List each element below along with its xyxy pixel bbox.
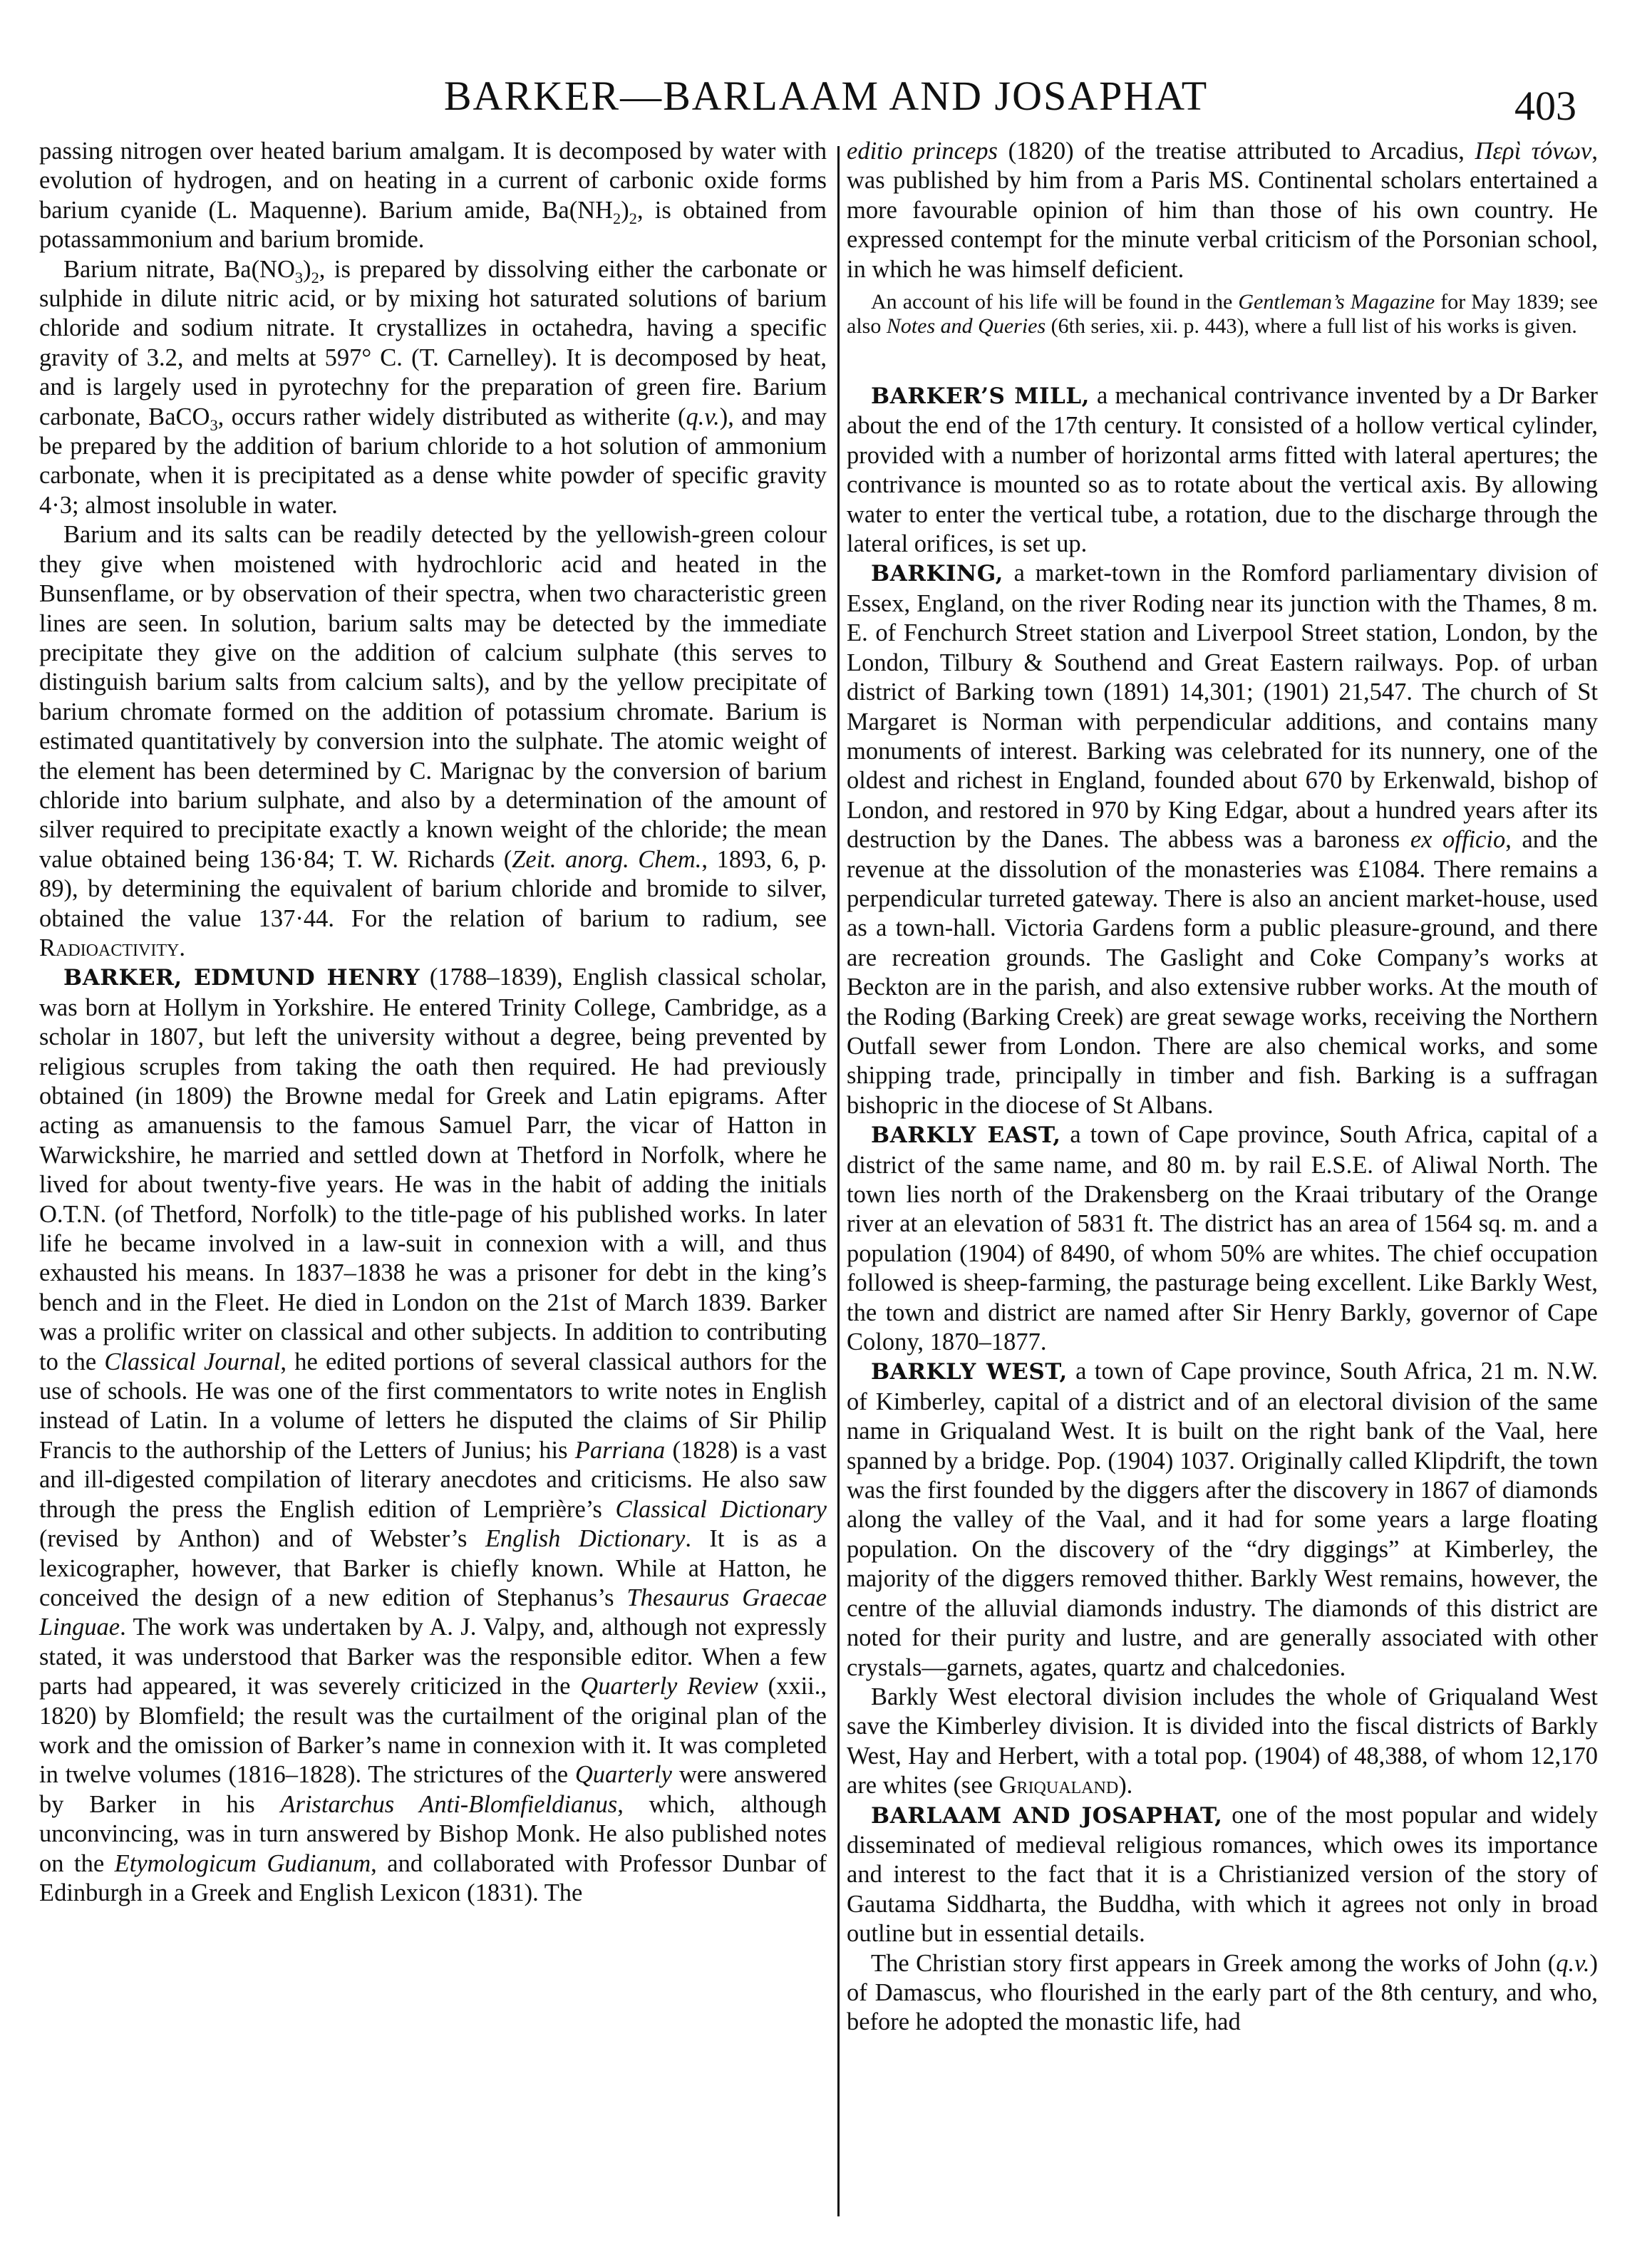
entry-barlaam-and-josaphat (847, 1801, 1598, 1949)
text-run: (6th series, xii. p. 443), where a full list of his works is given. (1046, 314, 1577, 339)
paragraph-barkly-west-division (847, 1683, 1598, 1801)
text-run: , occurs rather widely distributed as witherite ( (217, 403, 686, 430)
italic-text: Quarterly (574, 1761, 672, 1789)
column-divider (837, 146, 840, 2216)
page-number: 403 (1514, 83, 1576, 129)
text-run: . (179, 934, 185, 961)
text-run: for May 1839; see also (847, 290, 1598, 339)
text-run: were answered by Barker in his (39, 1761, 827, 1818)
text-run: (1788–1839), English classical scholar, was born at Hollym in Yorkshire. He entered Trinity College, Cambridge, as a scholar in 1807, but left the university without a degree, being prevented by religious scruples from taking the oath then required. He had previously obtained (in 1809) the Browne medal for Greek and Latin epigrams. After acting as amanuensis to the famous Samuel Parr, the vicar of Hatton in Warwickshire, he married and settled down at Thetford in Norfolk, where he lived for about twenty-five years. He was in the habit of adding the initials O.T.N. (of Thetford, Norfolk) to the title-page of his published works. In later life he became involved in a law-suit in connexion with a will, and thus exhausted his means. In 1837–1838 he was a prisoner for debt in the king’s bench and in the Fleet. He died in London on the 21st of March 1839. Barker was a prolific writer on classical and other subjects. In addition to contributing to the (39, 964, 827, 1375)
entry-barking (847, 559, 1598, 1120)
text-run: ), and may be prepared by the addition of barium chloride to a hot solution of ammonium carbonate, when it is precipitated as a dense white powder of specific gravity 4·3; almost insoluble in water. (39, 403, 827, 519)
paragraph-christian-story (847, 1949, 1598, 2038)
paragraph-barium-amide (39, 137, 827, 255)
text-run: , which, although unconvincing, was in turn answered by Bishop Monk. He also published notes on the (39, 1790, 827, 1877)
text-run: The Christian story first appears in Greek among the works of John ( (871, 1949, 1557, 1977)
entry-headword: BARKER, EDMUND HENRY (63, 965, 420, 991)
text-run: , and collaborated with Professor Dunbar of Edinburgh in a Greek and English Lexicon (1831). The (39, 1849, 827, 1906)
bibliography-note (847, 290, 1598, 339)
italic-text: Quarterly Review (580, 1673, 758, 1700)
text-run: ) (303, 255, 311, 283)
entry-barkly-west (847, 1357, 1598, 1682)
paragraph-barker-continued (847, 137, 1598, 284)
text-run: a mechanical contrivance invented by a Dr Barker about the end of the 17th century. It consisted of a hollow vertical cylinder, provided with a number of horizontal arms fitted with lateral apertures; the contrivance is mounted so as to rotate about the vertical axis. By allowing water to enter the vertical tube, a rotation, due to the discharge through the lateral orifices, is set up. (847, 382, 1599, 558)
entry-headword: BARKLY WEST, (871, 1359, 1068, 1385)
italic-text: English Dictionary (485, 1525, 686, 1553)
text-run: , he edited portions of several classical authors for the use of schools. He was one of the first commentators to write notes in English instead of Latin. In a volume of letters he disputed the claims of Sir Philip Francis to the authorship of the Letters of Junius; his (39, 1348, 827, 1464)
text-run: , and the revenue at the dissolution of the monasteries was £1084. There remains a perpendicular turreted gateway. There is also an ancient market-house, used as a town-hall. Victoria Gardens form a public pleasure-ground, and there are recreation grounds. The Gaslight and Coke Company’s works at Beckton are in the parish, and also extensive rubber works. At the mouth of the Roding (Barking Creek) are great sewage works, receiving the Northern Outfall sewer from London. There are also chemical works, and some shipping trade, principally in timber and fish. Barking is a suffragan bishopric in the diocese of St Albans. (847, 826, 1598, 1119)
italic-text: Gentleman’s Magazine (1238, 290, 1435, 314)
text-run: passing nitrogen over heated barium amalgam. It is decomposed by water with evolution of hydrogen, and on heating in a current of carbonic oxide forms barium cyanide (L. Maquenne). Barium amide, Ba(NH (39, 138, 827, 224)
italic-text: q.v. (686, 403, 720, 430)
text-run: An account of his life will be found in the (871, 290, 1239, 314)
text-run: ). (1118, 1772, 1133, 1799)
italic-text: Classical Journal (104, 1348, 281, 1375)
italic-text: Aristarchus Anti-Blomfieldianus (280, 1790, 618, 1818)
page-header (0, 71, 1652, 128)
italic-text: Zeit. anorg. Chem. (512, 845, 702, 873)
text-run: a town of Cape province, South Africa, 21 m. N.W. of Kimberley, capital of a district and of an electoral division of the same name in Griqualand West. It is built on the right bank of the Vaal, here spanned by a bridge. Pop. (1904) 1037. Originally called Klipdrift, the town was the first founded by the diggers after the discovery in 1867 of diamonds along the valley of the Vaal, and it had for some years a large floating population. On the discovery of the “dry diggings” at Kimberley, the majority of the diggers removed thither. Barkly West remains, however, the centre of the alluvial diamonds industry. The diamonds of this district are noted for their purity and lustre, and are generally associated with other crystals—garnets, agates, quartz and chalcedonies. (847, 1358, 1598, 1681)
left-column (39, 137, 827, 1908)
text-run: ) (621, 196, 629, 224)
text-run: (revised by Anthon) and of Webster’s (39, 1525, 485, 1553)
subscript: 2 (311, 268, 319, 286)
subscript: 2 (629, 209, 637, 227)
text-run: a market-town in the Romford parliamentary division of Essex, England, on the river Roding near its junction with the Thames, 8 m. E. of Fenchurch Street station and Liverpool Street station, London, by the London, Tilbury & Southend and Great Eastern railways. Pop. of urban district of Barking town (1891) 14,301; (1901) 21,547. The church of St Margaret is Norman with perpendicular additions, and contains many monuments of interest. Barking was celebrated for its nunnery, one of the oldest and richest in England, founded about 670 by Erkenwald, bishop of London, and restored in 970 by King Edgar, about a hundred years after its destruction by the Danes. The abbess was a baroness (847, 559, 1598, 854)
cross-reference-link[interactable]: Radioactivity (39, 934, 180, 961)
text-run: Barkly West electoral division includes the whole of Griqualand West save the Kimberley division. It is divided into the fiscal districts of Barkly West, Hay and Herbert, with a total pop. (1904) of 48,388, of whom 12,170 are whites (see (847, 1683, 1598, 1799)
right-column (847, 137, 1598, 2038)
italic-text: Classical Dictionary (615, 1495, 827, 1523)
italic-text: Thesaurus Graecae Linguae (39, 1584, 827, 1641)
entry-headword: BARKING, (871, 561, 1003, 587)
text-run: , is prepared by dissolving either the carbonate or sulphide in dilute nitric acid, or by mixing hot saturated solutions of barium chloride and sodium nitrate. It crystallizes in octahedra, having a specific gravity of 3.2, and melts at 597° C. (T. Carnelley). It is decomposed by heat, and is largely used in pyrotechny for the preparation of green fire. Barium carbonate, BaCO (39, 255, 827, 430)
text-run: (1828) is a vast and ill-digested compilation of literary anecdotes and criticisms. He also saw through the press the English edition of Lemprière’s (39, 1436, 827, 1523)
text-run: ) of Damascus, who flourished in the early part of the 8th century, and who, before he adopted the monastic life, had (847, 1949, 1598, 2036)
paragraph-barium-detection (39, 520, 827, 963)
italic-text: Notes and Queries (886, 314, 1046, 339)
italic-text: Etymologicum Gudianum (114, 1849, 371, 1877)
italic-text: ex officio (1410, 826, 1506, 854)
entry-headword: BARKER’S MILL, (871, 383, 1090, 410)
text-run: (xxii., 1820) by Blomfield; the result was the curtailment of the original plan of the work and the omission of Barker’s name in connexion with it. It was completed in twelve volumes (1816–1828). The strictures of the (39, 1673, 827, 1789)
greek-italic-text: Περὶ τόνων (1475, 138, 1592, 165)
text-run: , was published by him from a Paris MS. Continental scholars entertained a more favourable opinion of him than those of his own country. He expressed contempt for the minute verbal criticism of the Porsonian school, in which he was himself deficient. (847, 138, 1598, 283)
text-run: (1820) of the treatise attributed to Arcadius, (997, 138, 1475, 165)
text-run: a town of Cape province, South Africa, capital of a district of the same name, and 80 m. by rail E.S.E. of Aliwal North. The town lies north of the Drakensberg on the Kraai tributary of the Orange river at an elevation of 5831 ft. The district has an area of 1564 sq. m. and a population (1904) of 8490, of whom 50% are whites. The chief occupation followed is sheep-farming, the pasturage being excellent. Like Barkly West, the town and district are named after Sir Henry Barkly, governor of Cape Colony, 1870–1877. (847, 1121, 1598, 1356)
entry-barkly-east (847, 1120, 1598, 1357)
subscript: 3 (210, 415, 218, 434)
subscript: 3 (294, 268, 304, 286)
entry-barker-edmund-henry (39, 963, 827, 1908)
italic-text: q.v. (1556, 1949, 1590, 1977)
text-run: . The work was undertaken by A. J. Valpy, and, although not expressly stated, it was understood that Barker was the responsible editor. When a few parts had appeared, it was severely criticized in the (39, 1613, 827, 1700)
text-run: one of the most popular and widely disseminated of medieval religious romances, which owes its importance and interest to the fact that it is a Christianized version of the story of Gautama Siddharta, the Buddha, with which it agrees not only in broad outline but in essential details. (847, 1801, 1598, 1948)
text-run: , is obtained from potassammonium and barium bromide. (39, 196, 827, 254)
subscript: 2 (613, 209, 621, 227)
cross-reference-link[interactable]: Griqualand (998, 1772, 1119, 1799)
text-run: Barium nitrate, Ba(NO (63, 255, 295, 283)
text-run: , 1893, 6, p. 89), by determining the equivalent of barium chloride and bromide to silver, obtained the value 137·44. For the relation of barium to radium, see (39, 845, 827, 932)
italic-text: editio princeps (847, 138, 998, 165)
entry-headword: BARLAAM AND JOSAPHAT, (871, 1802, 1223, 1829)
paragraph-barium-nitrate (39, 255, 827, 521)
text-run: . It is as a lexicographer, however, that Barker is chiefly known. While at Hatton, he conceived the design of a new edition of Stephanus’s (39, 1525, 827, 1611)
entry-headword: BARKLY EAST, (871, 1122, 1061, 1149)
italic-text: Parriana (574, 1436, 666, 1464)
entry-barkers-mill (847, 381, 1598, 559)
text-run: Barium and its salts can be readily detected by the yellowish-green colour they give when moistened with hydrochloric acid and heated in the Bunsenflame, or by observation of their spectra, when two characteristic green lines are seen. In solution, barium salts may be detected by the immediate precipitate they give on the addition of calcium sulphate (this serves to distinguish barium salts from calcium salts), and by the yellow precipitate of barium chromate formed on the addition of potassium chromate. Barium is estimated quantitatively by conversion into the sulphate. The atomic weight of the element has been determined by C. Marignac by the conversion of barium chloride into barium sulphate, and also by a determination of the amount of silver required to precipitate exactly a known weight of the chloride; the mean value obtained being 136·84; T. W. Richards ( (39, 521, 827, 873)
running-title: BARKER—BARLAAM AND JOSAPHAT (443, 73, 1209, 119)
